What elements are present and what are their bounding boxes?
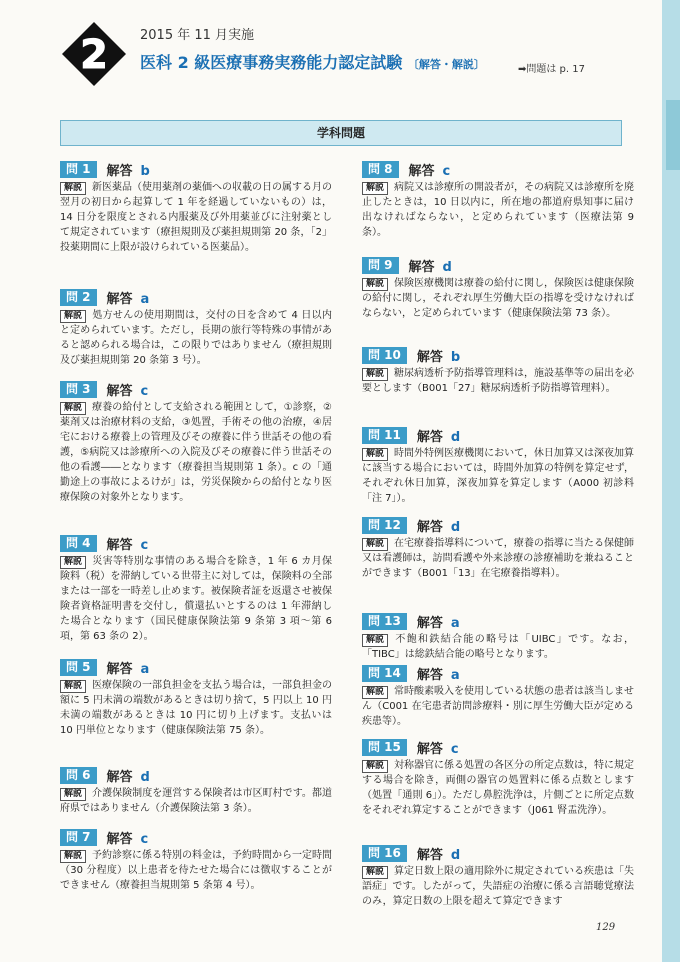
explanation-text: 新医薬品（使用薬剤の薬価への収載の日の属する月の翌月の初日から起算して 1 年を経過していないもの）は，14 日分を限度とされる内服薬及び外用薬並びに注射薬として規定されています（療担規則及び薬担規則第 20 条，「2」投薬期間に上限が設けられている医薬品）。 — [60, 182, 333, 253]
explanation-text: 在宅療養指導料について，療養の指導に当たる保健師又は看護師は，訪問看護や外来診療の診療補助を兼ねることができます（B001「13」在宅療養指導料）。 — [362, 538, 634, 579]
question-number: 問 9 — [362, 257, 399, 274]
answer-letter: d — [450, 429, 461, 445]
question-header — [362, 664, 634, 682]
chapter-number-badge — [60, 20, 128, 88]
question-number: 問 2 — [60, 289, 97, 306]
question-item — [60, 766, 332, 816]
answer — [417, 844, 460, 863]
question-number: 問 7 — [60, 829, 97, 846]
answer-letter: c — [450, 741, 459, 757]
question-number: 問 14 — [362, 665, 407, 682]
explanation-text: 保険医療機関は療養の給付に関し，保険医は健康保険の給付に関し，それぞれ厚生労働大臣の指導を受けなければならない，と定められています（健康保険法第 73 条）。 — [362, 278, 635, 319]
explanation — [362, 276, 634, 321]
question-item — [60, 160, 332, 255]
explanation-text: 不飽和鉄結合能の略号は「UIBC」です。なお，「TIBC」は総鉄結合能の略号となります。 — [362, 634, 634, 660]
explanation-tag: 解説 — [362, 866, 388, 879]
question-header — [362, 346, 634, 364]
answer — [417, 516, 460, 535]
explanation — [60, 786, 332, 816]
page-header — [0, 0, 680, 118]
page-title-suffix: 〔解答・解説〕 — [407, 58, 485, 71]
answer-label: 解答 — [416, 349, 443, 365]
answer-label: 解答 — [408, 163, 435, 179]
question-header — [60, 828, 332, 846]
explanation-tag: 解説 — [362, 182, 388, 195]
question-item — [60, 288, 332, 368]
answer — [417, 738, 459, 757]
answer-label: 解答 — [106, 291, 133, 307]
explanation-text: 処方せんの使用期間は，交付の日を含めて 4 日以内と定められています。ただし，長期の旅行等特殊の事情があると認められる場合は，この限りではありません（療担規則及び薬担規則第 20 条第 3 号）。 — [60, 310, 332, 366]
answer — [107, 766, 150, 785]
explanation-text: 介護保険制度を運営する保険者は市区町村です。都道府県ではありません（介護保険法第 3 条）。 — [60, 788, 332, 814]
explanation-text: 予約診察に係る特別の料金は，予約時間から一定時間（30 分程度）以上患者を待たせた場合には徴収することができません（療養担当規則第 5 条第 4 号）。 — [60, 850, 333, 891]
question-header — [362, 612, 634, 630]
question-number: 問 4 — [60, 535, 97, 552]
explanation — [362, 180, 634, 240]
answer-label: 解答 — [106, 163, 133, 179]
explanation-text: 対称器官に係る処置の各区分の所定点数は，特に規定する場合を除き，両側の器官の処置料に係る点数とします（処置「通則 6」）。ただし鼻腔洗浄は，片側ごとに所定点数をそれぞれ算定することができます（J061 腎盂洗浄）。 — [362, 760, 635, 816]
answer-letter: a — [450, 667, 460, 683]
answer-label: 解答 — [416, 847, 443, 863]
answer-letter: c — [442, 163, 451, 179]
explanation — [362, 366, 634, 396]
answer — [417, 426, 460, 445]
explanation-text: 常時酸素吸入を使用している状態の患者は該当しません（C001 在宅患者訪問診療料・別に厚生労働大臣が定める疾患等）。 — [362, 686, 635, 727]
question-number: 問 3 — [60, 381, 97, 398]
question-item — [60, 658, 332, 738]
explanation — [362, 536, 634, 581]
answer-label: 解答 — [106, 831, 133, 847]
answer-letter: c — [140, 831, 149, 847]
answer — [107, 160, 150, 179]
question-number: 問 15 — [362, 739, 407, 756]
explanation-text: 糖尿病透析予防指導管理料は，施設基準等の届出を必要とします（B001「27」糖尿病透析予防指導管理料）。 — [362, 368, 635, 394]
exam-date: 2015 年 11 月実施 — [140, 28, 255, 43]
question-header — [362, 256, 634, 274]
answer — [107, 380, 149, 399]
answer-letter: a — [140, 661, 150, 677]
explanation — [60, 678, 332, 738]
explanation-text: 療養の給付として支給される範囲として，①診察，②薬剤又は治療材料の支給，③処置，手術その他の治療，④居宅における療養上の管理及びその療養に伴う世話その他の看護，⑤病院又は診療所への入院及びその療養に伴う世話その他の看護――となります（療養担当規則第 1 条）。c の「通勤途上の事故によるけが」は，労災保険からの給付となり医療保険の対象外となります。 — [60, 402, 332, 503]
answer-letter: a — [140, 291, 150, 307]
answer-label: 解答 — [106, 661, 133, 677]
explanation — [362, 758, 634, 818]
answer-label: 解答 — [408, 259, 435, 275]
explanation-tag: 解説 — [362, 278, 388, 291]
explanation-tag: 解説 — [362, 760, 388, 773]
explanation — [362, 632, 634, 662]
question-number: 問 6 — [60, 767, 97, 784]
explanation-text: 災害等特別な事情のある場合を除き，1 年 6 カ月保険料（税）を滞納している世帯主に対しては，保険料の全部または一部を一時差し止めます。被保険者証を返還させ被保険者資格証明書を交付し，償還払いとするのは 1 年滞納した場合となります（国民健康保険法第 9 条第 3 項～第 6 項，第 63 条の 2）。 — [60, 556, 332, 642]
question-item — [362, 516, 634, 581]
side-tab-marker — [666, 100, 680, 170]
explanation-tag: 解説 — [60, 788, 86, 801]
explanation — [362, 684, 634, 729]
question-item — [362, 256, 634, 321]
answer — [107, 534, 149, 553]
question-item — [60, 534, 332, 644]
question-header — [362, 160, 634, 178]
explanation-text: 病院又は診療所の開設者が，その病院又は診療所を廃止したときは，10 日以内に，所在地の都道府県知事に届け出なければならない，と定められています（医療法第 9 条）。 — [362, 182, 635, 238]
question-item — [362, 738, 634, 818]
explanation-text: 時間外特例医療機関において，休日加算又は深夜加算に該当する場合においては，時間外加算の特例を算定せず，それぞれ休日加算，深夜加算を算定します（A000 初診料「注 7」）。 — [362, 448, 634, 504]
question-header — [60, 534, 332, 552]
answer-label: 解答 — [106, 537, 133, 553]
explanation — [60, 180, 332, 255]
explanation-tag: 解説 — [362, 686, 388, 699]
question-header — [60, 380, 332, 398]
answer — [417, 664, 460, 683]
page-title — [140, 50, 485, 73]
explanation-tag: 解説 — [60, 310, 86, 323]
question-number: 問 13 — [362, 613, 407, 630]
answer-label: 解答 — [416, 615, 443, 631]
question-item — [362, 844, 634, 909]
answer — [417, 346, 460, 365]
answer-letter: d — [140, 769, 150, 785]
question-number: 問 11 — [362, 427, 407, 444]
explanation-tag: 解説 — [362, 634, 388, 647]
side-tab-bar — [662, 0, 680, 962]
question-header — [60, 160, 332, 178]
explanation-text: 医療保険の一部負担金を支払う場合は，一部負担金の額に 5 円未満の端数があるときは切り捨て，5 円以上 10 円未満の端数があるときは 10 円に切り上げます。支払いは 10 円単位となります（健康保険法第 75 条）。 — [60, 680, 333, 736]
question-number: 問 16 — [362, 845, 407, 862]
explanation — [60, 400, 332, 505]
question-header — [362, 844, 634, 862]
answer — [409, 160, 451, 179]
problem-page-reference: ➡問題は p. 17 — [518, 64, 585, 75]
answer-letter: d — [450, 847, 461, 863]
explanation — [60, 848, 332, 893]
question-header — [60, 288, 332, 306]
explanation-tag: 解説 — [362, 448, 388, 461]
answer-label: 解答 — [416, 667, 443, 683]
explanation-tag: 解説 — [60, 850, 86, 863]
answer — [107, 828, 149, 847]
question-item — [362, 612, 634, 662]
question-header — [362, 738, 634, 756]
explanation-tag: 解説 — [60, 556, 86, 569]
question-header — [60, 766, 332, 784]
question-header — [362, 426, 634, 444]
question-item — [362, 664, 634, 729]
explanation-tag: 解説 — [60, 402, 86, 415]
explanation-tag: 解説 — [362, 368, 388, 381]
question-header — [60, 658, 332, 676]
answer-label: 解答 — [106, 769, 133, 785]
explanation — [60, 554, 332, 644]
badge-number: 2 — [80, 32, 108, 78]
answer — [107, 658, 150, 677]
answer-letter: b — [140, 163, 150, 179]
answer-letter: b — [450, 349, 461, 365]
answer-letter: c — [140, 383, 149, 399]
explanation — [362, 864, 634, 909]
answer — [409, 256, 452, 275]
question-number: 問 1 — [60, 161, 97, 178]
explanation — [362, 446, 634, 506]
question-item — [60, 828, 332, 893]
answer-label: 解答 — [416, 519, 443, 535]
question-item — [362, 426, 634, 506]
explanation-text: 算定日数上限の適用除外に規定されている疾患は「失語症」です。したがって，失語症の治療に係る言語聴覚療法のみ，算定日数の上限を超えて算定できます — [362, 866, 635, 907]
answer — [107, 288, 150, 307]
question-item — [60, 380, 332, 505]
question-number: 問 5 — [60, 659, 97, 676]
section-title: 学科問題 — [60, 120, 622, 146]
answer-letter: d — [450, 519, 461, 535]
question-item — [362, 346, 634, 396]
question-item — [362, 160, 634, 240]
explanation-tag: 解説 — [60, 680, 86, 693]
answer-letter: c — [140, 537, 149, 553]
answer-label: 解答 — [416, 741, 443, 757]
explanation-tag: 解説 — [60, 182, 86, 195]
question-number: 問 12 — [362, 517, 407, 534]
explanation — [60, 308, 332, 368]
answer-label: 解答 — [106, 383, 133, 399]
question-number: 問 10 — [362, 347, 407, 364]
answer-label: 解答 — [416, 429, 443, 445]
page-title-main: 医科 2 級医療事務実務能力認定試験 — [140, 53, 403, 72]
explanation-tag: 解説 — [362, 538, 388, 551]
answer-letter: d — [442, 259, 452, 275]
question-number: 問 8 — [362, 161, 399, 178]
page-number: 129 — [596, 922, 616, 933]
answer-letter: a — [450, 615, 460, 631]
question-header — [362, 516, 634, 534]
answer — [417, 612, 460, 631]
